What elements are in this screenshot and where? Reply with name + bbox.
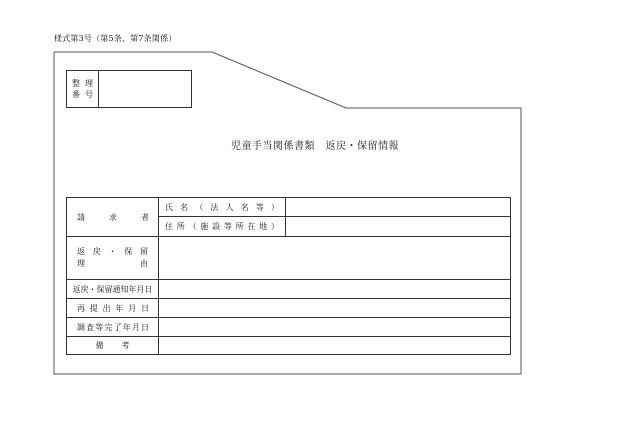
notice-date-label: 返戻・保留通知年月日: [72, 284, 153, 294]
reference-number-label: 整理 番号: [67, 71, 99, 107]
reason-value[interactable]: [159, 237, 510, 279]
resubmission-date-value[interactable]: [159, 299, 510, 317]
investigation-date-label: 調 査 等 完 了 年 月 日: [77, 322, 149, 332]
name-label: 氏 名 （ 法 人 名 等 ）: [165, 202, 279, 212]
investigation-date-value[interactable]: [159, 318, 510, 336]
document-title: 児童手当関係書類 返戻・保留情報: [231, 141, 399, 152]
form-number-label: 様式第3号（第5条、第7条関係）: [54, 34, 177, 43]
address-label: 住 所 （ 施 設 等 所 在 地 ）: [165, 222, 279, 231]
notice-date-value[interactable]: [159, 280, 510, 298]
remarks-label: 備 考: [95, 341, 130, 350]
resubmission-date-label: 再 提 出 年 月 日: [77, 303, 149, 313]
address-value[interactable]: [286, 217, 510, 236]
reason-label: 返 戻 ・ 保 留 理 由: [77, 247, 148, 268]
name-value[interactable]: [286, 198, 510, 216]
claimant-label: 請 求 者: [77, 212, 149, 222]
reference-number-box: [66, 70, 192, 108]
remarks-value[interactable]: [159, 337, 510, 354]
